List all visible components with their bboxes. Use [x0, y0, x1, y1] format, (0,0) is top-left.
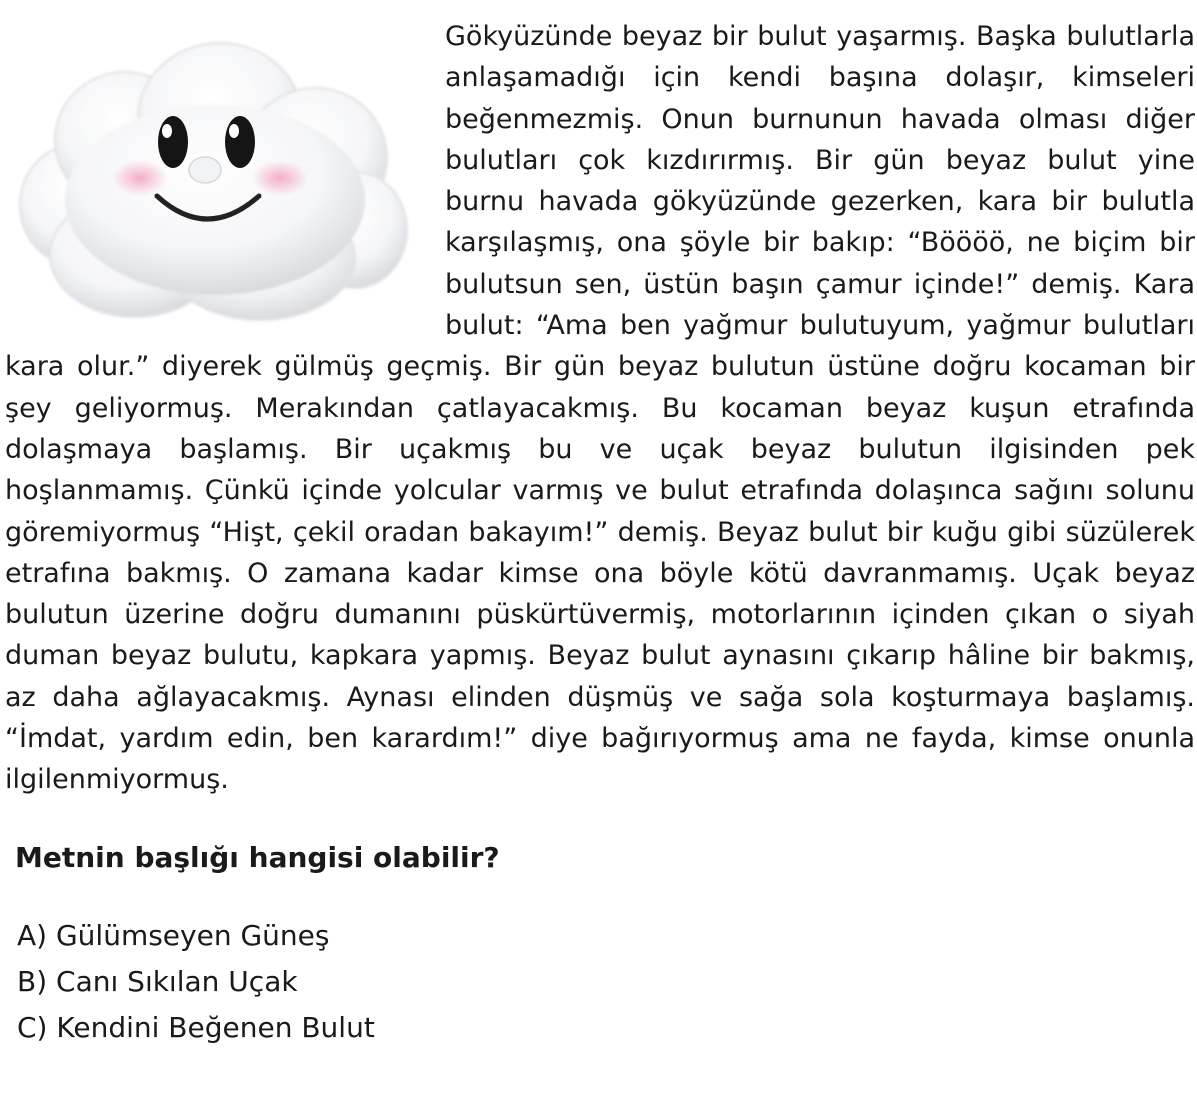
option-a[interactable]: A) Gülümseyen Güneş [17, 918, 330, 952]
question-text: Metnin başlığı hangisi olabilir? [15, 840, 500, 874]
answer-options [17, 913, 1195, 1051]
nose [189, 157, 221, 183]
smiling-cloud-icon [15, 30, 415, 330]
worksheet-page [5, 16, 1195, 1051]
left-eye [158, 116, 188, 168]
option-b[interactable]: B) Canı Sıkılan Uçak [17, 964, 298, 998]
right-eye [225, 116, 255, 168]
option-c[interactable]: C) Kendini Beğenen Bulut [17, 1010, 375, 1044]
story-text: Gökyüzünde beyaz bir bulut yaşarmış. Başka bulutlarla anlaşamadığı için kendi başına dolaşır, kimseleri beğenmezmiş. Onun burnunun havada olması diğer bulutları çok kızdırırmış. Bir gün beyaz bulut yine burnu havada gökyüzünde gezerken, kara bir bulutla karşılaşmış, ona şöyle bir bakıp: “Böööö, ne biçim bir bulutsun sen, üstün başın çamur içinde!” demiş. Kara bulut: “Ama ben yağmur bulutuyum, yağmur bulutları kara olur.” diyerek gülmüş geçmiş. Bir gün beyaz bulutun üstüne doğru kocaman bir şey geliyormuş. Merakından çatlayacakmış. Bu kocaman beyaz kuşun etrafında dolaşmaya başlamış. Bir uçakmış bu ve uçak beyaz bulutun ilgisinden pek hoşlanmamış. Çünkü içinde yolcular varmış ve bulut etrafında dolaşınca sağını solunu göremiyormuş “Hişt, çekil oradan bakayım!” demiş. Beyaz bulut bir kuğu gibi süzülerek etrafına bakmış. O zamana kadar kimse ona böyle kötü davranmamış. Uçak beyaz bulutun üzerine doğru dumanını püskürtüvermiş, motorlarının içinden çıkan o siyah duman beyaz bulutu, kapkara yapmış. Beyaz bulut aynasını çıkarıp hâline bir bakmış, az daha ağlayacakmış. Aynası elinden düşmüş ve sağa sola koşturmaya başlamış. “İmdat, yardım edin, ben karardım!” diye bağırıyormuş ama ne fayda, kimse onunla ilgilenmiyormuş. [5, 21, 1195, 796]
cloud-illustration [15, 30, 415, 330]
right-cheek [252, 160, 308, 196]
left-cheek [112, 160, 168, 196]
